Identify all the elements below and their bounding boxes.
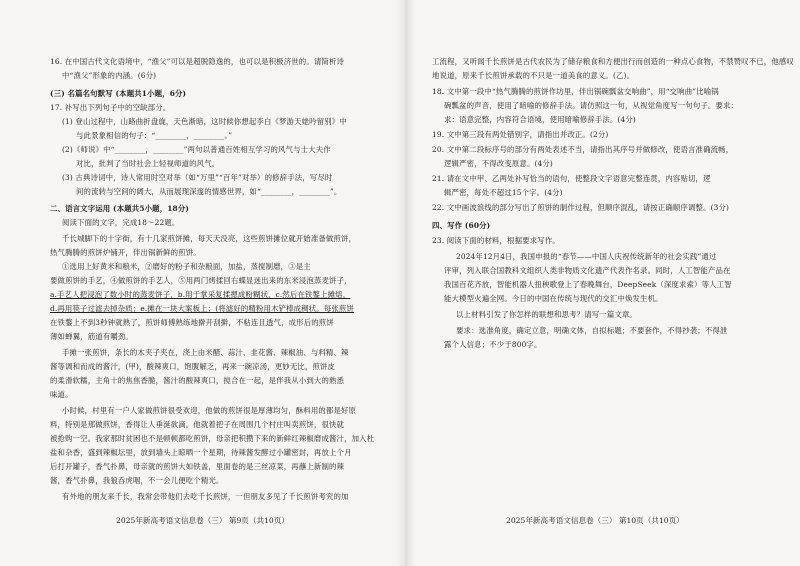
q16-line2: 中“渔父”形象的内涵。(6分) [62, 71, 157, 80]
passage-line: 的柔滑软糯，主角十的焦焦香脆，酱汁的酸辣爽口，搅合在一起，是伴我从小到大的熟悉 [50, 376, 345, 385]
reading-intro: 阅读下面的文字，完成18～22题。 [62, 218, 180, 227]
passage-line: 料，特别是那做煎饼，香得让人垂涎欲滴。他就着把子在周围几个村庄叫卖煎饼，很快就 [50, 420, 345, 429]
q22: 22. 文中画波浪线的部分写出了煎饼的制作过程，但顺序混乱，请按正确顺序调整。(3分) [432, 203, 730, 212]
q18-line: 求：语意完整，内容符合语境，使用暗喻修辞手法。(4分) [444, 115, 636, 124]
q17-item2a: (2)《师说》中“________，________”两句以普通百姓相互学习的风气与士大夫作 [62, 145, 331, 154]
q23-line: 露个人信息；不少于800字。 [444, 340, 542, 349]
passage-line: 酱等调和而成的酱汁，(甲)，酸辣爽口，饱腹解乏，再来一碗凉汤，更妙无比，煎饼皮 [50, 362, 336, 371]
section-3-title: (三) 名篇名句默写 (本题共1小题，6分) [50, 89, 187, 98]
passage-line: 手摊一张煎饼，条长的木夹子夹在，浇上由米醋、蒜汁、韭花酱、辣椒油、与料精、辣 [62, 348, 349, 357]
q20-line: 20. 文中第二段标序号的部分有两处表述不当，请指出其序号并做修改，使语言准确流畅， [432, 145, 734, 154]
passage-line: 被抢购一空。我家那时贫困也不是顿顿都吃煎饼，母亲把积攒下来的新鲜红辣椒磨成酱汁，加入杜 [50, 434, 375, 443]
passage-cont-line: 地说道，原来千长煎饼承载的不只是一道美食的意义。(乙)。 [432, 71, 635, 80]
page-footer-left: 2025年新高考语文信息卷（三） 第9页（共10页） [116, 516, 289, 525]
q23-line: 2024年12月4日，我国申报的“春节——中国人庆祝传统新年的社会实践”通过 [456, 252, 717, 261]
q23-line: 我国百花齐放，智能机器人扭秧歌登上了春晚舞台，DeepSeek（深度求索）等人工智 [444, 280, 732, 289]
q21-line: 辑严密，每处不超过15个字。(4分) [444, 188, 563, 197]
passage-line: 千长城脚下的十字街，有十几家煎饼摊，每天天没亮，这些煎饼摊位就开始准备做煎饼， [62, 234, 357, 243]
q17-intro: 17. 补写出下列句子中的空缺部分。 [50, 103, 171, 112]
q17-item1a: (1) 登山过程中，山路曲折盘旋，天色渐暗，这时候你想起李白《梦游天姥吟留别》中 [62, 117, 347, 126]
section-2-title: 二、语言文字运用 (本题共5小题，18分) [50, 204, 190, 213]
passage-line: 薄如蝉翼，筋道有嚼劲。 [50, 332, 133, 341]
q23-line: 以上材料引发了你怎样的联想和思考？请写一篇文章。 [456, 310, 637, 319]
page-footer-right: 2025年新高考语文信息卷（三） 第10页（共10页） [506, 516, 684, 525]
q17-item1b: 与此景象相信的句子：“________，________。” [76, 131, 233, 140]
passage-line-wavy: d.再用筷子过滤去掉杂质；e.摊在一块大案板上；(将滤好的精粉用木铲棒成稠状。每张煎饼 [50, 304, 354, 313]
q20-line: 逻辑严密，不得改变原意。(4分) [444, 159, 553, 168]
passage-line: 味道。 [50, 390, 73, 399]
q18-line: 碗瓢盆的声音，使用了暗喻的修辞手法。请仿照这一句，从视觉角度写一句句子。要求： [444, 101, 739, 110]
q23-line: 23. 阅读下面的材料，根据要求写作。 [432, 236, 560, 245]
passage-line: 盐和杂香，盛到辣椒坛里，放到墙头上晾晒一个星期，待辣酱发酵过小罐密封，再放上个月 [50, 448, 352, 457]
passage-cont-line: 工流程，又听闻千长煎饼是古代农民为了储存粮食和方便出行而创造的一种点心食物，不禁赞叹不已，他感叹 [432, 57, 794, 66]
passage-line: 在铁鏊上不到3秒钟就熟了，煎饼师傅熟练地擀开刮擀，不粘连且透气，成形后的煎饼 [50, 318, 334, 327]
q23-line: 能大模型火遍全网。今日的中国在传统与现代的交汇中焕发生机。 [444, 294, 663, 303]
q23-line: 评审，列入联合国教科文组织人类非物质文化遗产代表作名录。同时，人工智能产品在 [444, 266, 731, 275]
q16-line1: 16. 在中国古代文化语境中，“渔父”可以是超脱隐逸的，也可以是积极济世的。请简析诗 [50, 57, 345, 66]
passage-line: 要做煎饼的手艺，④做煎饼的手艺人，⑤用两门烤揉回右蝶显迷出来的东米浸泡蒸麦饼子， [50, 276, 352, 285]
page-10 [412, 0, 800, 566]
passage-line: 小时候，村里有一户人家做煎饼很受欢迎，他做的煎饼很是厚薄均匀，酥料用的都是好原 [62, 406, 357, 415]
passage-line-wavy: a.手艺人把浸泡了数小时的蒸麦饼子，b.用于掌采复揉摁成粉糊状，c.然后在铁鏊上摊熔， [50, 290, 351, 299]
passage-line: 后打开罐子，香气扑鼻，母亲就的煎饼大如铁盖，里面卷的是三丝凉菜，再蘸上新制的辣 [50, 462, 345, 471]
section-4-title: 四、写作 (60分) [432, 221, 491, 230]
q17-item2b: 对比，批判了当时社会上轻视师道的风气。 [76, 159, 220, 168]
q17-item3b: 间的流转与空间的阔大，从而展现深邃的情感世界，如“________，________”。 [76, 187, 342, 196]
q23-line: 要求：选准角度，确定立意，明确文体，自拟标题；不要套作，不得抄袭；不得泄 [456, 326, 728, 335]
passage-line: ①选用上好黄米和粮米，②磨好的粉子和杂粮面，加盐，蒸搅制磨，③是主 [62, 262, 311, 271]
passage-line: 酱，香气扑鼻，我狼吞虎咽，不一会儿便吃个精光。 [50, 476, 224, 485]
q17-item3a: (3) 古典诗词中，诗人常用时空对举（如“万里”“百年”对举）的修辞手法，写尽时 [62, 173, 333, 182]
passage-line: 有外地的朋友来千长，我常会带他们去吃千长煎饼，一但朋友多见了千长煎饼考究的加 [62, 492, 349, 501]
passage-line: 热气腾腾的煎饼炉铺开，伴出锅新鲜的煎饼。 [50, 248, 201, 257]
q19: 19. 文中第三段有两处错别字，请指出并改正。(2分) [432, 130, 609, 139]
q18-line: 18. 文中第一段中“热气腾腾的煎饼作坊里，伴出锅碗瓢盆交响曲”，用“交响曲”比喻锅 [432, 87, 719, 96]
q21-line: 21. 请在文中甲、乙两处补写恰当的语句，使整段文字语意完整连贯，内容贴切，逻 [432, 174, 711, 183]
